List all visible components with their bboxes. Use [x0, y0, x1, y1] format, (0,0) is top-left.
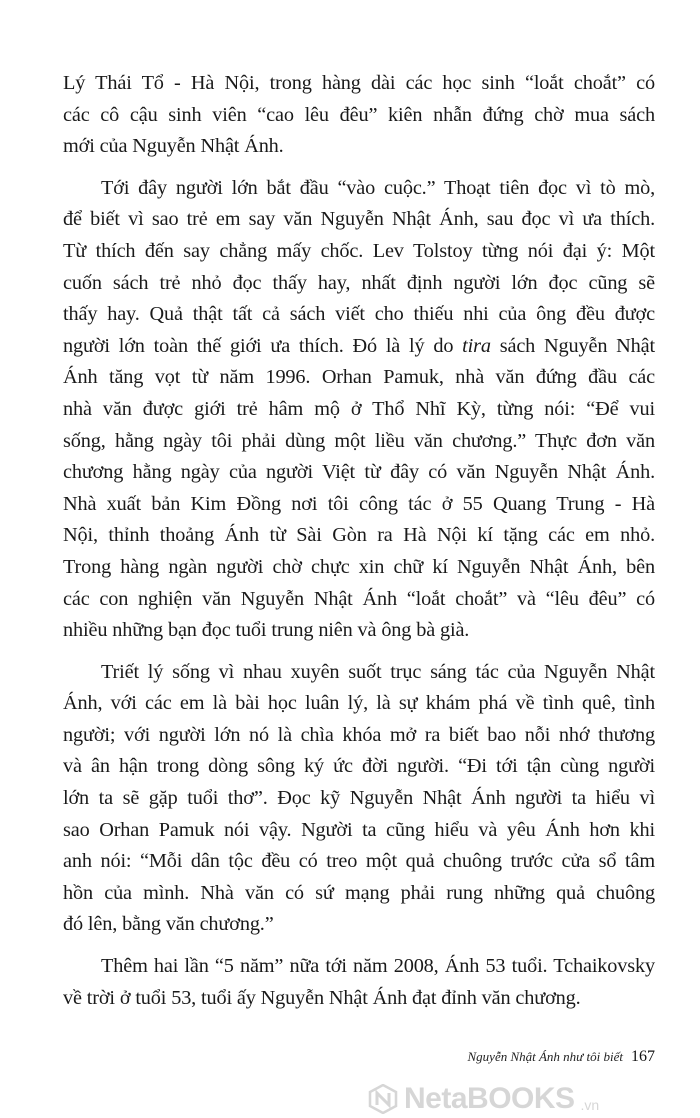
italic-term: tira — [462, 334, 491, 357]
text-line: Triết lý sống vì nhau xuyên suốt trục sáng tác của Nguyễn Nhật — [101, 660, 655, 683]
paragraph-2 — [63, 173, 655, 647]
text-line: sao Orhan Pamuk nói vậy. Người ta cũng hiểu và yêu Ánh hơn khi — [63, 818, 655, 841]
watermark — [368, 1082, 599, 1116]
text-line: Nội, thỉnh thoảng Ánh từ Sài Gòn ra Hà Nội kí tặng các em nhỏ. — [63, 524, 655, 547]
text-line: mới của Nguyễn Nhật Ánh. — [63, 135, 284, 158]
text-line: người; với người lớn nó là chìa khóa mở ra biết bao nỗi nhớ thương — [63, 723, 655, 746]
text-line: Nhà xuất bản Kim Đồng nơi tôi công tác ở 55 Quang Trung - Hà — [63, 492, 655, 515]
text-line: anh nói: “Mỗi dân tộc đều có treo một quả chuông trước cửa sổ tâm — [63, 850, 655, 873]
text-line: các cô cậu sinh viên “cao lêu đêu” kiên nhẫn đứng chờ mua sách — [63, 103, 655, 126]
text-line: nhiều những bạn đọc tuổi trung niên và ông bà già. — [63, 619, 470, 642]
page-body — [63, 68, 655, 1024]
paragraph-1 — [63, 68, 655, 163]
text-line: Ánh, với các em là bài học luân lý, là sự khám phá về tình quê, tình — [63, 692, 655, 715]
text-line: các con nghiện văn Nguyễn Nhật Ánh “loắt choắt” và “lêu đêu” có — [63, 587, 655, 610]
paragraph-3 — [63, 657, 655, 941]
paragraph-4 — [63, 951, 655, 1014]
text-line: thấy hay. Quả thật tất cả sách viết cho thiếu nhi của ông đều được — [63, 303, 655, 326]
watermark-suffix: .vn — [580, 1097, 600, 1113]
watermark-text: NetaBOOKS — [404, 1082, 575, 1115]
text-line: người lớn toàn thế giới ưa thích. Đó là lý do tira sách Nguyễn Nhật — [63, 334, 655, 357]
text-line: về trời ở tuổi 53, tuổi ấy Nguyễn Nhật Ánh đạt đỉnh văn chương. — [63, 986, 581, 1009]
netabooks-logo-icon — [368, 1084, 398, 1114]
text-line: nhà văn được giới trẻ hâm mộ ở Thổ Nhĩ Kỳ, từng nói: “Để vui — [63, 397, 655, 420]
text-line: đó lên, bằng văn chương.” — [63, 913, 274, 936]
text-line: Từ thích đến say chẳng mấy chốc. Lev Tolstoy từng nói đại ý: Một — [63, 239, 655, 262]
text-line: Lý Thái Tổ - Hà Nội, trong hàng dài các học sinh “loắt choắt” có — [63, 72, 655, 94]
text-line: lớn ta sẽ gặp tuổi thơ”. Đọc kỹ Nguyễn Nhật Ánh người ta hiểu vì — [63, 787, 655, 810]
text-line: Thêm hai lần “5 năm” nữa tới năm 2008, Ánh 53 tuổi. Tchaikovsky — [101, 955, 655, 978]
text-line: Tới đây người lớn bắt đầu “vào cuộc.” Thoạt tiên đọc vì tò mò, — [101, 176, 655, 199]
running-title: Nguyễn Nhật Ánh như tôi biết — [467, 1049, 623, 1064]
page-number: 167 — [631, 1048, 655, 1065]
text-line: và ân hận trong dòng sông ký ức đời người. “Đi tới tận cùng người — [63, 755, 655, 778]
page-footer — [440, 1048, 655, 1066]
text-line: để biết vì sao trẻ em say văn Nguyễn Nhật Ánh, sau đọc vì ưa thích. — [63, 208, 655, 231]
text-line: chương hằng ngày của người Việt từ đây có văn Nguyễn Nhật Ánh. — [63, 461, 655, 484]
text-line: cuốn sách trẻ nhỏ đọc thấy hay, nhất định người lớn đọc cũng sẽ — [63, 271, 655, 294]
text-line: sống, hằng ngày tôi phải dùng một liều văn chương.” Thực đơn văn — [63, 429, 655, 452]
text-line: Ánh tăng vọt từ năm 1996. Orhan Pamuk, nhà văn đứng đầu các — [63, 366, 655, 389]
text-line: Trong hàng ngàn người chờ chực xin chữ kí Nguyễn Nhật Ánh, bên — [63, 555, 655, 578]
text-line: hồn của mình. Nhà văn có sứ mạng phải rung những quả chuông — [63, 881, 655, 904]
